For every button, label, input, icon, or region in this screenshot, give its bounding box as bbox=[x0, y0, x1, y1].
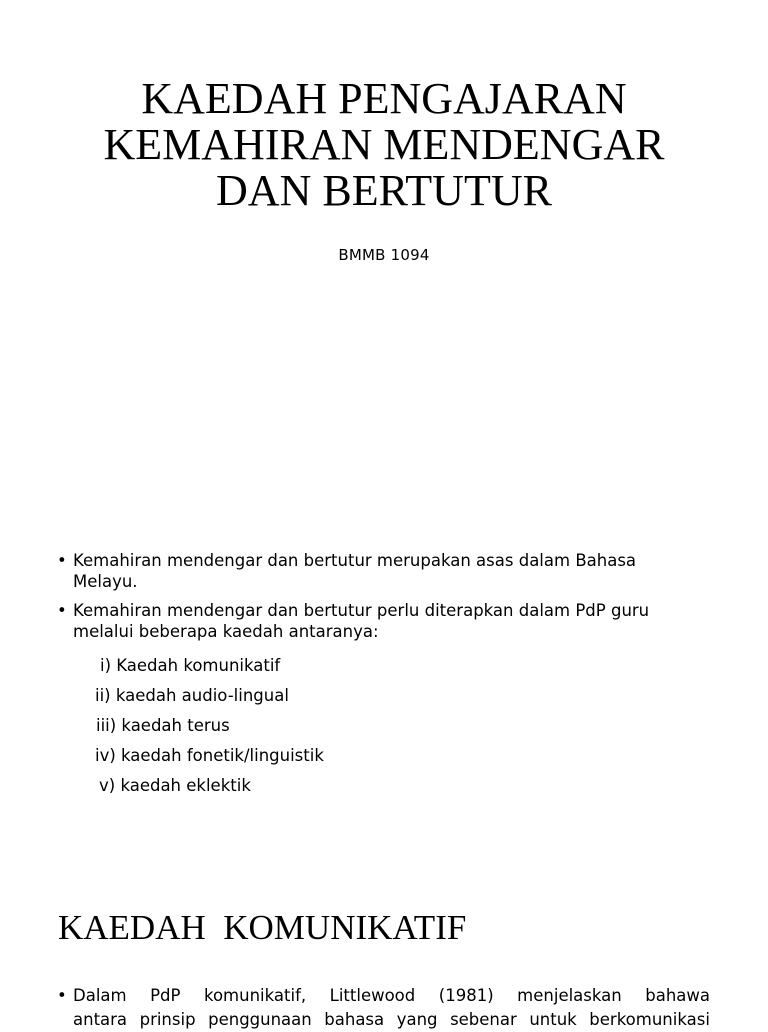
paragraph-word: komunikatif, bbox=[204, 986, 307, 1005]
slide-title bbox=[0, 76, 768, 214]
bullet-list bbox=[56, 550, 696, 809]
bullet-icon: • bbox=[57, 986, 67, 1005]
section-slide bbox=[0, 860, 768, 1029]
slide-title-line-3: DAN BERTUTUR bbox=[216, 166, 552, 215]
slide-title-line-2: KEMAHIRAN MENDENGAR bbox=[103, 120, 665, 169]
paragraph-word: penggunaan bbox=[208, 1010, 312, 1029]
paragraph-word: untuk bbox=[529, 1010, 577, 1029]
bullet-icon: • bbox=[57, 551, 67, 570]
paragraph-line bbox=[73, 1008, 710, 1032]
paragraph-word: Littlewood bbox=[329, 986, 416, 1005]
paragraph-word: menjelaskan bbox=[517, 986, 622, 1005]
paragraph-word: bahawa bbox=[645, 986, 710, 1005]
paragraph-text bbox=[56, 984, 710, 1032]
paragraph-line bbox=[73, 984, 710, 1008]
method-item: ii) kaedah audio-lingual bbox=[95, 686, 289, 705]
slide-title-line-1: KAEDAH PENGAJARAN bbox=[141, 74, 627, 123]
content-slide bbox=[0, 430, 768, 860]
paragraph-word: PdP bbox=[150, 986, 181, 1005]
method-item: i) Kaedah komunikatif bbox=[100, 656, 281, 675]
bullet-item bbox=[56, 550, 696, 592]
method-item: v) kaedah eklektik bbox=[99, 776, 251, 795]
paragraph-word: (1981) bbox=[438, 986, 494, 1005]
paragraph-word: Dalam bbox=[73, 986, 127, 1005]
title-slide bbox=[0, 0, 768, 430]
section-heading: KAEDAH KOMUNIKATIF bbox=[58, 908, 467, 947]
bullet-icon: • bbox=[57, 601, 67, 620]
paragraph-word: antara bbox=[73, 1010, 128, 1029]
bullet-text: Kemahiran mendengar dan bertutur merupakan asas dalam Bahasa Melayu. bbox=[73, 551, 637, 591]
method-list bbox=[73, 651, 696, 801]
paragraph-word: berkomunikasi bbox=[589, 1010, 710, 1029]
slide-subtitle-course-code: BMMB 1094 bbox=[338, 246, 430, 264]
bullet-item bbox=[56, 600, 696, 801]
paragraph-word: yang bbox=[396, 1010, 438, 1029]
paragraph-word: sebenar bbox=[450, 1010, 517, 1029]
paragraph-word: bahasa bbox=[324, 1010, 385, 1029]
bullet-paragraph bbox=[56, 984, 710, 1032]
method-item: iv) kaedah fonetik/linguistik bbox=[95, 746, 324, 765]
paragraph-word: prinsip bbox=[139, 1010, 196, 1029]
bullet-text: Kemahiran mendengar dan bertutur perlu diterapkan dalam PdP guru melalui beberapa kaedah antaranya: bbox=[73, 601, 650, 641]
method-item: iii) kaedah terus bbox=[96, 716, 230, 735]
